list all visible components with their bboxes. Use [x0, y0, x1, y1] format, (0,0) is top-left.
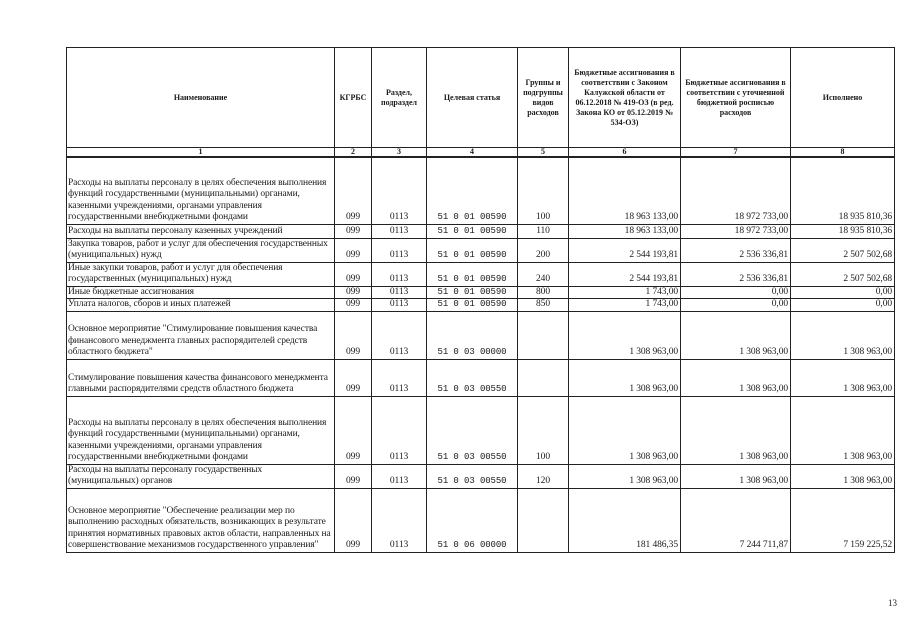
cell-kgrbs: 099 — [335, 464, 372, 488]
column-number: 2 — [335, 148, 372, 158]
column-number: 3 — [372, 148, 427, 158]
header-expense-group: Группы и подгруппы видов расходов — [518, 48, 569, 148]
column-number: 6 — [569, 148, 681, 158]
cell-target-article: 51 0 01 00590 — [427, 238, 518, 262]
column-number: 7 — [681, 148, 791, 158]
cell-budget-law: 18 963 133,00 — [569, 224, 681, 238]
cell-kgrbs: 099 — [335, 224, 372, 238]
cell-budget-law: 2 544 193,81 — [569, 238, 681, 262]
cell-name: Иные бюджетные ассигнования — [67, 286, 335, 299]
cell-budget-plan: 1 308 963,00 — [681, 464, 791, 488]
cell-executed: 0,00 — [791, 286, 895, 299]
cell-kgrbs: 099 — [335, 157, 372, 224]
cell-expense-group — [518, 488, 569, 552]
cell-name: Расходы на выплаты персоналу в целях обеспечения выполнения функций государственными (муниципальными) органами, казенными учреждениями, органами управления государственными внебюджетными фондами — [67, 157, 335, 224]
cell-executed: 18 935 810,36 — [791, 157, 895, 224]
cell-executed: 1 308 963,00 — [791, 396, 895, 464]
table-row — [67, 359, 895, 396]
column-number: 8 — [791, 148, 895, 158]
cell-name: Основное мероприятие "Обеспечение реализации мер по выполнению расходных обязательств, возникающих в результате принятия нормативных правовых актов области, направленных на совершенствование механизмов государственного управления" — [67, 488, 335, 552]
cell-kgrbs: 099 — [335, 262, 372, 286]
cell-budget-law: 18 963 133,00 — [569, 157, 681, 224]
cell-budget-law: 1 308 963,00 — [569, 311, 681, 359]
column-number-row — [67, 148, 895, 158]
cell-budget-law: 1 308 963,00 — [569, 464, 681, 488]
cell-budget-law: 181 486,35 — [569, 488, 681, 552]
table-row — [67, 238, 895, 262]
cell-kgrbs: 099 — [335, 488, 372, 552]
cell-name: Закупка товаров, работ и услуг для обеспечения государственных (муниципальных) нужд — [67, 238, 335, 262]
cell-executed: 2 507 502,68 — [791, 262, 895, 286]
table-header-row — [67, 48, 895, 148]
cell-expense-group: 800 — [518, 286, 569, 299]
cell-expense-group — [518, 311, 569, 359]
cell-target-article: 51 0 03 00550 — [427, 396, 518, 464]
cell-expense-group: 100 — [518, 157, 569, 224]
cell-budget-plan: 1 308 963,00 — [681, 396, 791, 464]
cell-section: 0113 — [372, 238, 427, 262]
cell-section: 0113 — [372, 359, 427, 396]
cell-kgrbs: 099 — [335, 359, 372, 396]
cell-target-article: 51 0 01 00590 — [427, 286, 518, 299]
cell-name: Расходы на выплаты персоналу государственных (муниципальных) органов — [67, 464, 335, 488]
cell-target-article: 51 0 03 00550 — [427, 464, 518, 488]
cell-section: 0113 — [372, 224, 427, 238]
table-row — [67, 488, 895, 552]
cell-section: 0113 — [372, 311, 427, 359]
cell-executed: 1 308 963,00 — [791, 359, 895, 396]
cell-name: Иные закупки товаров, работ и услуг для обеспечения государственных (муниципальных) нужд — [67, 262, 335, 286]
table-row — [67, 464, 895, 488]
cell-target-article: 51 0 01 00590 — [427, 224, 518, 238]
cell-budget-plan: 7 244 711,87 — [681, 488, 791, 552]
table-row — [67, 262, 895, 286]
header-name: Наименование — [67, 48, 335, 148]
header-budget-plan: Бюджетные ассигнования в соответствии с уточненной бюджетной росписью расходов — [681, 48, 791, 148]
header-kgrbs: КГРБС — [335, 48, 372, 148]
table-row — [67, 396, 895, 464]
cell-target-article: 51 0 03 00550 — [427, 359, 518, 396]
cell-name: Расходы на выплаты персоналу в целях обеспечения выполнения функций государственными (муниципальными) органами, казенными учреждениями, органами управления государственными внебюджетными фондами — [67, 396, 335, 464]
table-row — [67, 286, 895, 299]
header-section: Раздел, подраздел — [372, 48, 427, 148]
cell-executed: 7 159 225,52 — [791, 488, 895, 552]
cell-target-article: 51 0 01 00590 — [427, 157, 518, 224]
cell-budget-plan: 0,00 — [681, 299, 791, 312]
cell-expense-group: 850 — [518, 299, 569, 312]
cell-expense-group — [518, 359, 569, 396]
cell-expense-group: 200 — [518, 238, 569, 262]
table-row — [67, 224, 895, 238]
cell-kgrbs: 099 — [335, 299, 372, 312]
cell-section: 0113 — [372, 262, 427, 286]
cell-expense-group: 110 — [518, 224, 569, 238]
cell-kgrbs: 099 — [335, 286, 372, 299]
cell-name: Уплата налогов, сборов и иных платежей — [67, 299, 335, 312]
cell-budget-plan: 2 536 336,81 — [681, 238, 791, 262]
cell-budget-plan: 18 972 733,00 — [681, 157, 791, 224]
cell-executed: 1 308 963,00 — [791, 464, 895, 488]
cell-budget-law: 1 308 963,00 — [569, 359, 681, 396]
page-number: 13 — [888, 598, 897, 608]
cell-section: 0113 — [372, 299, 427, 312]
column-number: 1 — [67, 148, 335, 158]
budget-execution-table — [66, 47, 895, 553]
cell-section: 0113 — [372, 396, 427, 464]
cell-name: Основное мероприятие "Стимулирование повышения качества финансового менеджмента главных распорядителей средств областного бюджета" — [67, 311, 335, 359]
cell-section: 0113 — [372, 157, 427, 224]
cell-kgrbs: 099 — [335, 238, 372, 262]
cell-budget-law: 1 308 963,00 — [569, 396, 681, 464]
cell-target-article: 51 0 01 00590 — [427, 262, 518, 286]
cell-kgrbs: 099 — [335, 396, 372, 464]
cell-target-article: 51 0 01 00590 — [427, 299, 518, 312]
table-row — [67, 157, 895, 224]
column-number: 4 — [427, 148, 518, 158]
cell-budget-plan: 1 308 963,00 — [681, 359, 791, 396]
cell-name: Расходы на выплаты персоналу казенных учреждений — [67, 224, 335, 238]
cell-target-article: 51 0 06 00000 — [427, 488, 518, 552]
cell-executed: 2 507 502,68 — [791, 238, 895, 262]
cell-target-article: 51 0 03 00000 — [427, 311, 518, 359]
cell-section: 0113 — [372, 286, 427, 299]
cell-executed: 0,00 — [791, 299, 895, 312]
table-row — [67, 311, 895, 359]
header-executed: Исполнено — [791, 48, 895, 148]
table-row — [67, 299, 895, 312]
cell-section: 0113 — [372, 464, 427, 488]
cell-budget-law: 1 743,00 — [569, 299, 681, 312]
cell-budget-plan: 2 536 336,81 — [681, 262, 791, 286]
cell-budget-law: 2 544 193,81 — [569, 262, 681, 286]
cell-executed: 18 935 810,36 — [791, 224, 895, 238]
cell-executed: 1 308 963,00 — [791, 311, 895, 359]
cell-budget-plan: 18 972 733,00 — [681, 224, 791, 238]
cell-name: Стимулирование повышения качества финансового менеджмента главными распорядителями средств областного бюджета — [67, 359, 335, 396]
table-body — [67, 157, 895, 552]
header-target-article: Целевая статья — [427, 48, 518, 148]
cell-kgrbs: 099 — [335, 311, 372, 359]
cell-section: 0113 — [372, 488, 427, 552]
cell-expense-group: 120 — [518, 464, 569, 488]
cell-budget-plan: 0,00 — [681, 286, 791, 299]
cell-expense-group: 240 — [518, 262, 569, 286]
column-number: 5 — [518, 148, 569, 158]
cell-expense-group: 100 — [518, 396, 569, 464]
cell-budget-law: 1 743,00 — [569, 286, 681, 299]
header-budget-law: Бюджетные ассигнования в соответствии с Законом Калужской области от 06.12.2018 № 419-ОЗ (в ред. Закона КО от 05.12.2019 № 534-ОЗ) — [569, 48, 681, 148]
cell-budget-plan: 1 308 963,00 — [681, 311, 791, 359]
